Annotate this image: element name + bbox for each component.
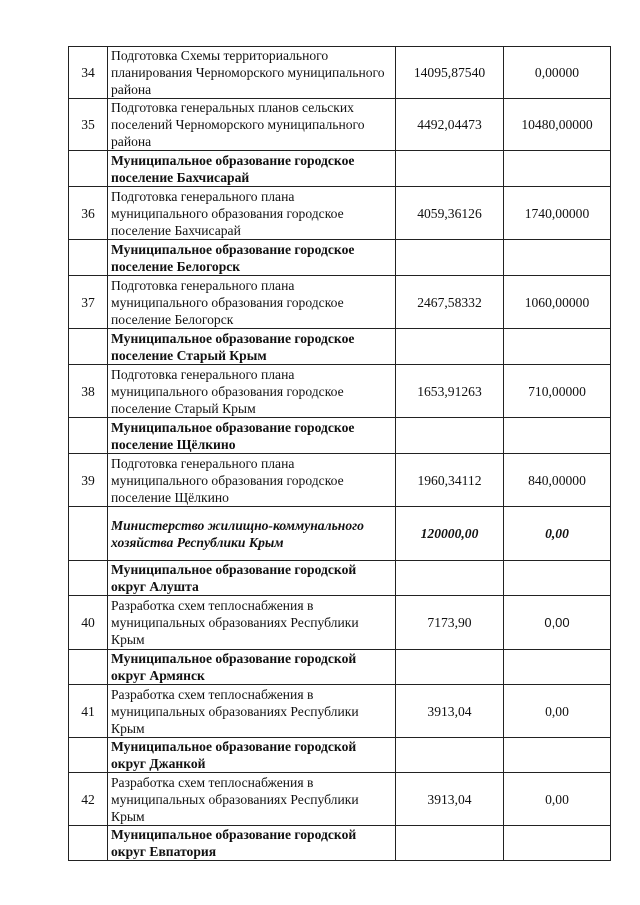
row-value1-cell: [396, 329, 504, 365]
table-row: [69, 276, 611, 329]
row-number-cell: 42: [69, 773, 108, 826]
section-header-row: [69, 738, 611, 773]
row-value1-cell: [396, 738, 504, 773]
row-value2-cell: 1060,00000: [504, 276, 611, 329]
section-header-row: [69, 561, 611, 596]
row-description-cell: Разработка схем теплоснабжения в муниципальных образованиях Республики Крым: [108, 773, 396, 826]
row-number-cell: [69, 561, 108, 596]
section-header-row: [69, 650, 611, 685]
row-description-cell: Разработка схем теплоснабжения в муниципальных образованиях Республики Крым: [108, 685, 396, 738]
row-value1-cell: 4059,36126: [396, 187, 504, 240]
row-value1-cell: 4492,04473: [396, 99, 504, 151]
row-value2-cell: 840,00000: [504, 454, 611, 507]
row-value1-cell: [396, 240, 504, 276]
row-number-cell: [69, 418, 108, 454]
row-description-cell: Муниципальное образование городской округ Армянск: [108, 650, 396, 685]
row-description-cell: Подготовка генерального плана муниципального образования городское поселение Бахчисарай: [108, 187, 396, 240]
row-value2-cell: 0,00000: [504, 47, 611, 99]
section-header-row: [69, 418, 611, 454]
row-value2-cell: 0,00: [504, 773, 611, 826]
row-value2-cell: [504, 826, 611, 861]
row-value2-cell: [504, 329, 611, 365]
row-value1-cell: 14095,87540: [396, 47, 504, 99]
row-description-cell: Подготовка Схемы территориального планирования Черноморского муниципального района: [108, 47, 396, 99]
row-number-cell: 39: [69, 454, 108, 507]
row-value2-cell: [504, 418, 611, 454]
row-value2-cell: 710,00000: [504, 365, 611, 418]
ministry-row: [69, 507, 611, 561]
row-value1-cell: 7173,90: [396, 596, 504, 650]
row-value1-cell: 120000,00: [396, 507, 504, 561]
row-description-cell: Муниципальное образование городской округ Алушта: [108, 561, 396, 596]
row-number-cell: 41: [69, 685, 108, 738]
row-description-cell: Муниципальное образование городское поселение Щёлкино: [108, 418, 396, 454]
row-value2-cell: [504, 561, 611, 596]
row-number-cell: [69, 826, 108, 861]
budget-table: [68, 46, 611, 861]
row-description-cell: Министерство жилищно-коммунального хозяйства Республики Крым: [108, 507, 396, 561]
section-header-row: [69, 329, 611, 365]
row-value1-cell: [396, 561, 504, 596]
row-value1-cell: [396, 418, 504, 454]
row-value2-cell: 0,00: [504, 596, 611, 650]
row-number-cell: [69, 151, 108, 187]
row-value2-cell: [504, 240, 611, 276]
row-number-cell: [69, 329, 108, 365]
row-value2-cell: 0,00: [504, 685, 611, 738]
row-value1-cell: 3913,04: [396, 685, 504, 738]
row-description-cell: Разработка схем теплоснабжения в муниципальных образованиях Республики Крым: [108, 596, 396, 650]
row-number-cell: [69, 738, 108, 773]
table-row: [69, 685, 611, 738]
row-value1-cell: 2467,58332: [396, 276, 504, 329]
row-value2-cell: [504, 738, 611, 773]
row-value2-cell: 0,00: [504, 507, 611, 561]
table-row: [69, 454, 611, 507]
table-row: [69, 773, 611, 826]
section-header-row: [69, 240, 611, 276]
row-description-cell: Муниципальное образование городское поселение Старый Крым: [108, 329, 396, 365]
row-value1-cell: [396, 826, 504, 861]
row-number-cell: [69, 650, 108, 685]
row-number-cell: 35: [69, 99, 108, 151]
row-value2-cell: 10480,00000: [504, 99, 611, 151]
row-number-cell: 40: [69, 596, 108, 650]
row-number-cell: 34: [69, 47, 108, 99]
row-value1-cell: [396, 151, 504, 187]
row-description-cell: Подготовка генеральных планов сельских поселений Черноморского муниципального района: [108, 99, 396, 151]
row-number-cell: 36: [69, 187, 108, 240]
table-row: [69, 99, 611, 151]
row-value1-cell: 1653,91263: [396, 365, 504, 418]
row-number-cell: 37: [69, 276, 108, 329]
row-value1-cell: 1960,34112: [396, 454, 504, 507]
row-description-cell: Муниципальное образование городской округ Джанкой: [108, 738, 396, 773]
row-value2-cell: [504, 650, 611, 685]
table-body: [69, 47, 611, 861]
row-value1-cell: 3913,04: [396, 773, 504, 826]
row-number-cell: [69, 240, 108, 276]
row-description-cell: Муниципальное образование городское поселение Бахчисарай: [108, 151, 396, 187]
row-number-cell: 38: [69, 365, 108, 418]
row-description-cell: Муниципальное образование городской округ Евпатория: [108, 826, 396, 861]
table-row: [69, 47, 611, 99]
row-value2-cell: [504, 151, 611, 187]
row-number-cell: [69, 507, 108, 561]
table-row: [69, 187, 611, 240]
section-header-row: [69, 826, 611, 861]
row-description-cell: Подготовка генерального плана муниципального образования городское поселение Старый Крым: [108, 365, 396, 418]
table-row: [69, 365, 611, 418]
row-value2-cell: 1740,00000: [504, 187, 611, 240]
row-description-cell: Подготовка генерального плана муниципального образования городское поселение Щёлкино: [108, 454, 396, 507]
row-value1-cell: [396, 650, 504, 685]
section-header-row: [69, 151, 611, 187]
row-description-cell: Муниципальное образование городское поселение Белогорск: [108, 240, 396, 276]
row-description-cell: Подготовка генерального плана муниципального образования городское поселение Белогорск: [108, 276, 396, 329]
table-row: [69, 596, 611, 650]
